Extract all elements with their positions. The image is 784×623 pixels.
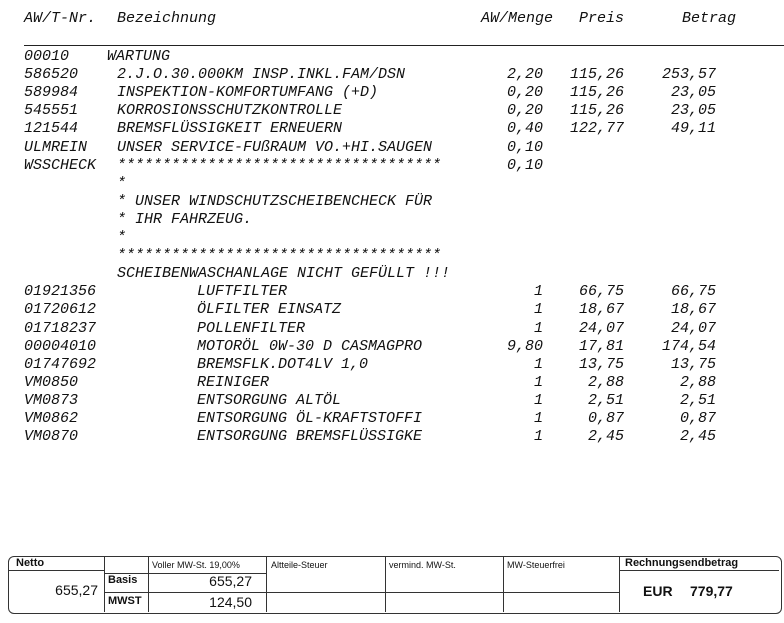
- table-row: [0, 374, 784, 392]
- cell-bezeichnung: ENTSORGUNG BREMSFLÜSSIGKE: [197, 428, 423, 446]
- cell-bezeichnung: * IHR FAHRZEUG.: [117, 210, 253, 228]
- endbetrag-value: 779,77: [690, 583, 733, 599]
- cell-betrag: 23,05: [670, 84, 716, 102]
- header-divider: [24, 45, 784, 46]
- cell-nr: 589984: [24, 84, 79, 102]
- cell-nr: 545551: [24, 102, 79, 120]
- totals-divider: [385, 557, 386, 612]
- cell-bezeichnung: *: [117, 229, 127, 246]
- netto-value: 655,27: [55, 582, 98, 598]
- totals-divider: [266, 557, 267, 612]
- table-row: [0, 338, 784, 356]
- table-row: [0, 320, 784, 338]
- header-col-bezeichnung: Bezeichnung: [117, 10, 217, 27]
- cell-bezeichnung: SCHEIBENWASCHANLAGE NICHT GEFÜLLT !!!: [117, 265, 451, 283]
- cell-menge: 0,10: [506, 156, 543, 174]
- cell-bezeichnung: ENTSORGUNG ÖL-KRAFTSTOFFI: [197, 410, 423, 427]
- cell-betrag: 0,87: [679, 410, 716, 427]
- cell-betrag: 23,05: [670, 102, 716, 120]
- cell-bezeichnung: *: [117, 174, 127, 192]
- cell-nr: ULMREIN: [24, 138, 88, 156]
- cell-bezeichnung: BREMSFLÜSSIGKEIT ERNEUERN: [117, 120, 343, 138]
- cell-menge: 0,40: [506, 120, 543, 138]
- cell-betrag: 253,57: [661, 66, 716, 84]
- cell-menge: 1: [533, 428, 543, 446]
- header-col-betrag: Betrag: [681, 10, 736, 27]
- cell-preis: 115,26: [569, 84, 624, 102]
- cell-betrag: 24,07: [670, 319, 716, 337]
- cell-menge: 9,80: [506, 337, 543, 355]
- cell-betrag: 2,51: [679, 391, 716, 409]
- cell-menge: 2,20: [506, 66, 543, 84]
- table-row: [0, 157, 784, 175]
- cell-menge: 0,20: [506, 102, 543, 120]
- cell-bezeichnung: BREMSFLK.DOT4LV 1,0: [197, 355, 369, 373]
- cell-preis: 66,75: [578, 283, 624, 301]
- totals-divider: [104, 592, 620, 593]
- table-row: [0, 265, 784, 283]
- mw-steuerfrei-label: MW-Steuerfrei: [507, 560, 565, 570]
- cell-bezeichnung: ************************************: [117, 247, 442, 265]
- cell-menge: 1: [533, 373, 543, 391]
- totals-divider: [104, 557, 105, 612]
- altteile-steuer-label: Altteile-Steuer: [271, 560, 328, 570]
- currency-label: EUR: [643, 583, 673, 599]
- totals-divider: [619, 557, 620, 612]
- table-row: [0, 428, 784, 446]
- cell-nr: 586520: [24, 66, 79, 84]
- cell-bezeichnung: INSPEKTION-KOMFORTUMFANG (+D): [117, 84, 379, 102]
- mwst-label: MWST: [108, 595, 142, 607]
- mwst-value: 124,50: [209, 594, 252, 610]
- cell-nr: 01921356: [24, 283, 97, 301]
- cell-bezeichnung: ************************************: [117, 156, 442, 174]
- header-col-nr: AW/T-Nr.: [24, 10, 97, 27]
- table-row: [0, 392, 784, 410]
- totals-divider: [619, 570, 779, 571]
- cell-nr: 121544: [24, 120, 79, 138]
- table-row: [0, 139, 784, 157]
- table-row: [0, 247, 784, 265]
- cell-nr: 00004010: [24, 337, 97, 355]
- cell-preis: 2,88: [587, 373, 624, 391]
- cell-nr: VM0870: [24, 428, 79, 446]
- cell-nr: 00010: [24, 48, 70, 65]
- table-row: [0, 48, 784, 66]
- table-row: [0, 193, 784, 211]
- cell-preis: 2,45: [587, 428, 624, 446]
- table-row: [0, 410, 784, 428]
- table-row: [0, 283, 784, 301]
- cell-preis: 115,26: [569, 66, 624, 84]
- cell-preis: 115,26: [569, 102, 624, 120]
- table-row: [0, 84, 784, 102]
- basis-value: 655,27: [209, 573, 252, 589]
- cell-preis: 18,67: [578, 301, 624, 319]
- cell-preis: 2,51: [587, 391, 624, 409]
- cell-preis: 13,75: [578, 355, 624, 373]
- basis-label: Basis: [108, 574, 138, 586]
- cell-betrag: 174,54: [661, 337, 716, 355]
- cell-menge: 1: [533, 410, 543, 427]
- cell-betrag: 66,75: [670, 283, 716, 301]
- vermind-mwst-label: vermind. MW-St.: [389, 560, 456, 570]
- cell-nr: VM0850: [24, 373, 79, 391]
- cell-menge: 1: [533, 319, 543, 337]
- cell-preis: 17,81: [578, 337, 624, 355]
- table-row: [0, 102, 784, 120]
- cell-bezeichnung: POLLENFILTER: [197, 319, 306, 337]
- cell-bezeichnung: ÖLFILTER EINSATZ: [197, 301, 342, 319]
- table-row: [0, 211, 784, 229]
- cell-betrag: 18,67: [670, 301, 716, 319]
- totals-divider: [148, 557, 149, 612]
- cell-bezeichnung: LUFTFILTER: [197, 283, 288, 301]
- cell-preis: 24,07: [578, 319, 624, 337]
- netto-label: Netto: [16, 557, 45, 569]
- cell-nr: 01718237: [24, 319, 97, 337]
- cell-bezeichnung: ENTSORGUNG ALTÖL: [197, 391, 342, 409]
- cell-bezeichnung: WARTUNG: [107, 48, 171, 65]
- cell-menge: 1: [533, 391, 543, 409]
- cell-betrag: 13,75: [670, 355, 716, 373]
- table-row: [0, 175, 784, 193]
- cell-bezeichnung: REINIGER: [197, 373, 270, 391]
- cell-bezeichnung: MOTORÖL 0W-30 D CASMAGPRO: [197, 337, 423, 355]
- header-col-menge: AW/Menge: [480, 10, 553, 27]
- table-row: [0, 66, 784, 84]
- cell-menge: 1: [533, 355, 543, 373]
- cell-betrag: 2,88: [679, 373, 716, 391]
- cell-preis: 0,87: [587, 410, 624, 427]
- cell-menge: 0,10: [506, 138, 543, 156]
- voller-mwst-label: Voller MW-St. 19,00%: [152, 560, 240, 570]
- rechnungsendbetrag-label: Rechnungsendbetrag: [625, 557, 739, 569]
- cell-nr: 01747692: [24, 355, 97, 373]
- cell-bezeichnung: 2.J.O.30.000KM INSP.INKL.FAM/DSN: [117, 66, 406, 84]
- cell-nr: VM0862: [24, 410, 79, 427]
- cell-betrag: 2,45: [679, 428, 716, 446]
- table-row: [0, 301, 784, 319]
- cell-bezeichnung: UNSER SERVICE-FUßRAUM VO.+HI.SAUGEN: [117, 138, 433, 156]
- cell-nr: VM0873: [24, 391, 79, 409]
- cell-menge: 1: [533, 301, 543, 319]
- cell-menge: 1: [533, 283, 543, 301]
- totals-divider: [503, 557, 504, 612]
- cell-bezeichnung: * UNSER WINDSCHUTZSCHEIBENCHECK FÜR: [117, 192, 433, 210]
- cell-preis: 122,77: [569, 120, 624, 138]
- totals-divider: [9, 570, 105, 571]
- cell-bezeichnung: KORROSIONSSCHUTZKONTROLLE: [117, 102, 343, 120]
- table-row: [0, 356, 784, 374]
- cell-menge: 0,20: [506, 84, 543, 102]
- cell-nr: WSSCHECK: [24, 156, 97, 174]
- cell-betrag: 49,11: [670, 120, 716, 138]
- table-row: [0, 229, 784, 247]
- table-row: [0, 120, 784, 138]
- cell-nr: 01720612: [24, 301, 97, 319]
- header-col-preis: Preis: [578, 10, 624, 27]
